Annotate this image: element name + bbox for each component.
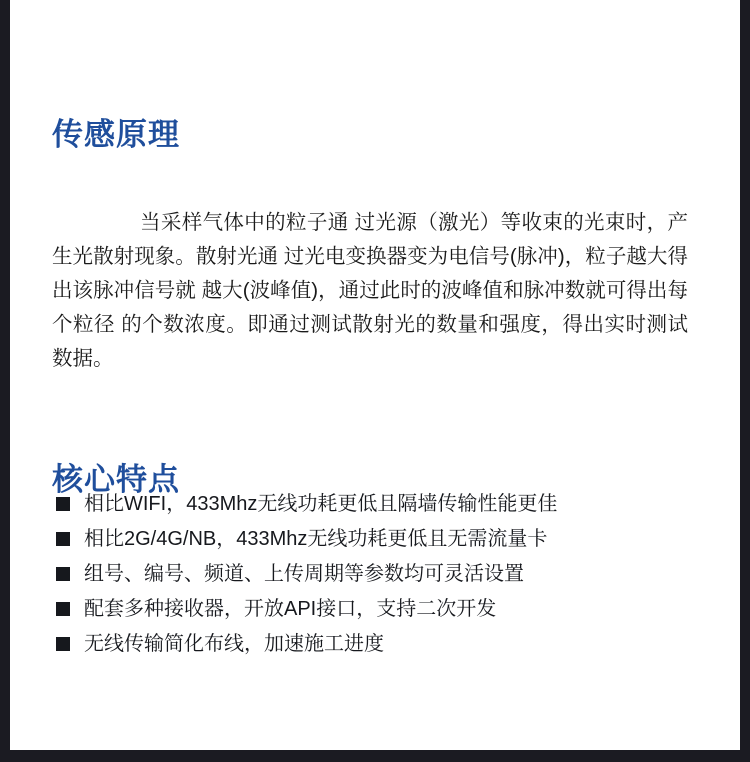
list-item-label: 相比WIFI，433Mhz无线功耗更低且隔墙传输性能更佳 [84,493,558,515]
core-features-title: 核心特点 [52,461,180,497]
page-border-left [0,0,10,762]
list-item [56,630,557,658]
page-border-bottom [0,750,750,762]
square-bullet-icon [56,567,70,581]
list-item [56,525,557,553]
list-item-label: 组号、编号、频道、上传周期等参数均可灵活设置 [84,563,524,585]
page-border-right [740,0,750,762]
list-item [56,560,557,588]
list-item-label: 相比2G/4G/NB，433Mhz无线功耗更低且无需流量卡 [84,528,548,550]
core-features-list [56,490,557,665]
page-content [52,0,700,750]
square-bullet-icon [56,602,70,616]
square-bullet-icon [56,637,70,651]
square-bullet-icon [56,532,70,546]
list-item-label: 配套多种接收器，开放API接口，支持二次开发 [84,598,497,620]
sensing-principle-paragraph: 当采样气体中的粒子通 过光源（激光）等收束的光束时，产生光散射现象。散射光通 过光电变换器变为电信号(脉冲)，粒子越大得出该脉冲信号就 越大(波峰值)，通过此时的波峰值和脉冲数就可得出每个粒径 的个数浓度。即通过测试散射光的数量和强度，得出实时测试数据。 [52,210,688,370]
list-item-label: 无线传输简化布线，加速施工进度 [84,633,384,655]
sensing-principle-title: 传感原理 [52,116,180,152]
list-item [56,490,557,518]
list-item [56,595,557,623]
square-bullet-icon [56,497,70,511]
